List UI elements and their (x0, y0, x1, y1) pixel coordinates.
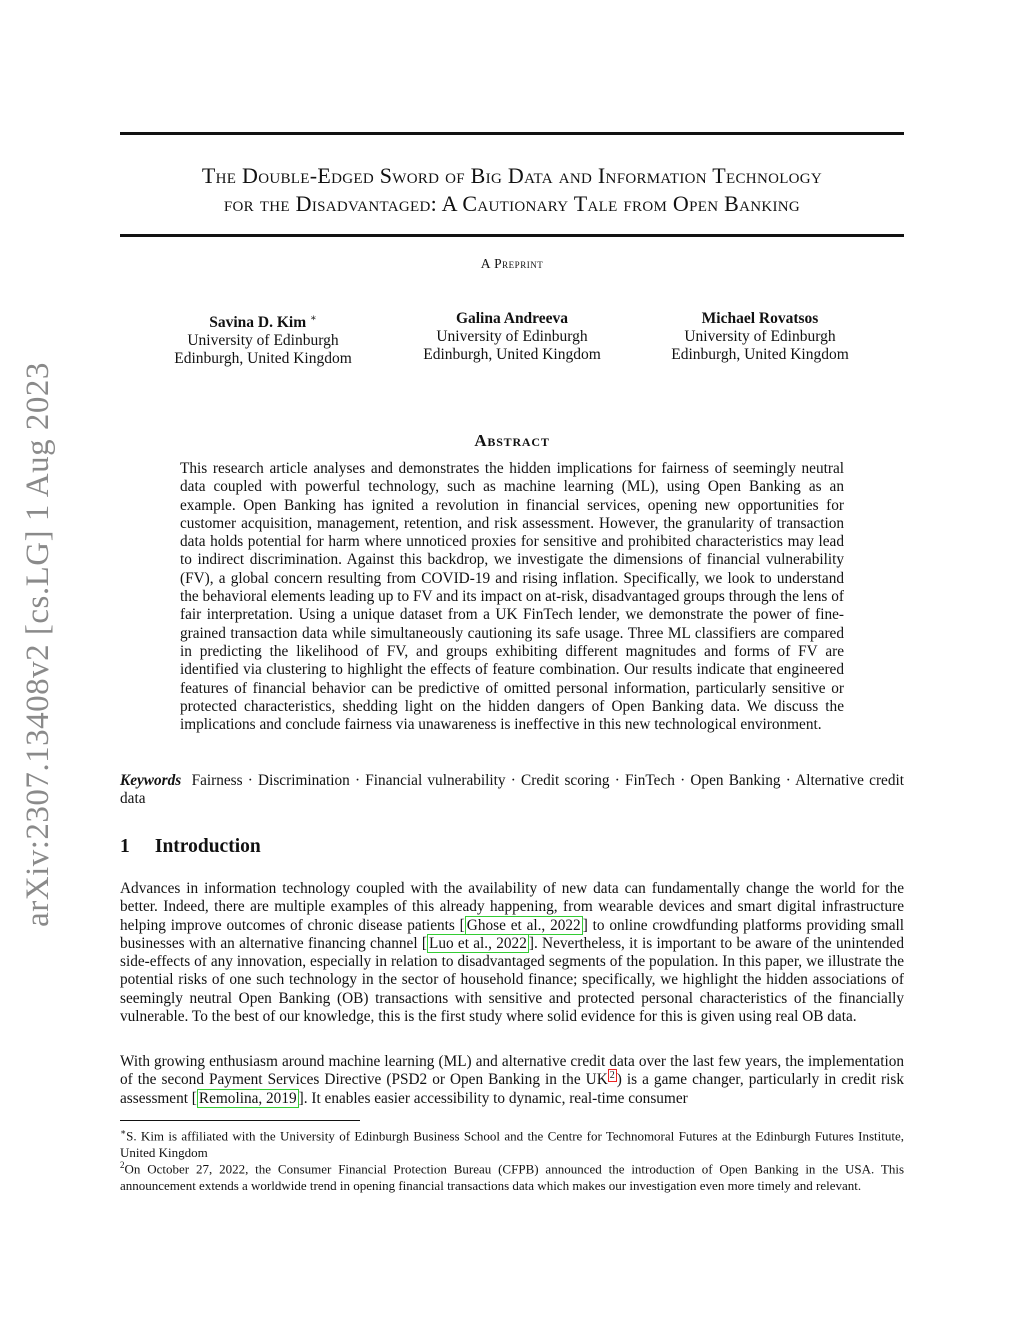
abstract-text: This research article analyses and demonstrates the hidden implications for fairness of seemingly neutral data coupled with powerful technology, such as machine learning (ML), using Open Banking as an example. Open Banking has ignited a revolution in financial services, opening new opportunities for customer acquisition, management, retention, and risk assessment. However, the granularity of transaction data holds potential for harm where unnoticed proxies for sensitive and prohibited characteristics may lead to indirect discrimination. Against this backdrop, we investigate the dimensions of financial vulnerability (FV), a global concern resulting from COVID-19 and rising inflation. Specifically, we look to understand the behavioral elements leading up to FV and its impact on at-risk, disadvantaged groups through the lens of fair interpretation. Using a unique dataset from a UK FinTech lender, we demonstrate the power of fine-grained transaction data while simultaneously cautioning its safe usage. Three ML classifiers are compared in predicting the likelihood of FV, and groups exhibiting different magnitudes and forms of FV are identified via clustering to highlight the effects of feature combination. Our results indicate that engineered features of financial behavior can be predictive of omitted personal information, particularly sensitive or protected characteristics, shedding light on the hidden dangers of Open Banking data. We discuss the implications and conclude fairness via unawareness is ineffective in this new technological environment. (180, 460, 844, 734)
arxiv-sidebar (10, 358, 66, 930)
citation-link[interactable]: Ghose et al., 2022 (466, 916, 581, 934)
paragraph-text: ]. Nevertheless, it is important to be aware of the unintended side-effects of any innovation, especially in relation to disadvantaged segments of the population. In this paper, we illustrate the potential risks of one such technology in the sector of household finance; specifically, we highlight the hidden associations of seemingly neutral Open Banking (OB) transactions with sensitive and protected personal characteristics of the financially vulnerable. To the best of our knowledge, this is the first study where solid evidence for this is given using real OB data. (120, 934, 904, 1026)
preprint-label: A Preprint (480, 256, 544, 271)
section-number: 1 (120, 836, 130, 857)
author-affiliation: University of Edinburgh (684, 328, 836, 345)
footnote-2 (120, 1157, 904, 1194)
paragraph-text: ) is a game changer, particularly in credit risk assessment [ (120, 1071, 904, 1107)
paragraph-text: Advances in information technology coupled with the availability of new data can fundamentally change the world for the better. Indeed, there are multiple examples of this already happening, from wearable devices and smart digital infrastructure helping improve outcomes of chronic disease patients [ (120, 880, 904, 934)
citation-link[interactable]: Luo et al., 2022 (428, 934, 527, 952)
footnote-text: On October 27, 2022, the Consumer Financial Protection Bureau (CFPB) announced the introduction of Open Banking in the USA. This announcement extends a worldwide trend in opening financial transactions data which makes our investigation even more timely and relevant. (120, 1161, 904, 1193)
author-affiliation: University of Edinburgh (436, 328, 588, 345)
paragraph-text: ]. It enables easier accessibility to dynamic, real-time consumer (298, 1089, 688, 1107)
author-footnote-mark: ∗ (309, 313, 317, 324)
author-affiliation: University of Edinburgh (187, 332, 339, 350)
citation-link[interactable]: Remolina, 2019 (198, 1089, 297, 1107)
footnote-mark: ∗ (120, 1127, 127, 1137)
author-location: Edinburgh, United Kingdom (174, 350, 352, 368)
paragraph-text: ] to online crowdfunding platforms providing small businesses with an alternative financing channel [ (120, 916, 904, 952)
intro-paragraph-1 (120, 880, 904, 1026)
footnote-mark: 2 (120, 1160, 125, 1170)
title-bottom-rule (120, 234, 904, 237)
paper-title (120, 162, 904, 218)
author-location: Edinburgh, United Kingdom (423, 346, 601, 363)
keywords (120, 772, 904, 809)
keywords-label: Keywords (120, 772, 182, 789)
title-top-rule (120, 132, 904, 135)
author-3 (645, 310, 875, 364)
author-2 (397, 310, 627, 364)
footnote-1 (120, 1124, 904, 1161)
footnote-rule (120, 1120, 360, 1121)
footnote-link[interactable]: 2 (609, 1070, 615, 1082)
keywords-list: Fairness · Discrimination · Financial vulnerability · Credit scoring · FinTech · Open Banking · Alternative credit data (120, 772, 904, 808)
section-title: Introduction (154, 836, 261, 857)
author-block (120, 310, 904, 370)
arxiv-identifier: arXiv:2307.13408v2 [cs.LG] 1 Aug 2023 (19, 361, 56, 927)
abstract-heading: Abstract (474, 431, 550, 450)
author-name: Michael Rovatsos (701, 310, 819, 327)
intro-paragraph-2 (120, 1053, 904, 1108)
title-line-2: for the Disadvantaged: A Cautionary Tale from Open Banking (223, 191, 801, 216)
author-location: Edinburgh, United Kingdom (671, 346, 849, 363)
author-1 (148, 310, 378, 368)
title-line-1: The Double-Edged Sword of Big Data and Information Technology (201, 163, 823, 188)
author-name: Galina Andreeva (455, 310, 569, 327)
author-name: Savina D. Kim (209, 314, 307, 332)
paragraph-text: With growing enthusiasm around machine learning (ML) and alternative credit data over the last few years, the implementation of the second Payment Services Directive (PSD2 or Open Banking in the UK (120, 1053, 904, 1089)
footnote-text: S. Kim is affiliated with the University of Edinburgh Business School and the Centre for Technomoral Futures at the Edinburgh Futures Institute, United Kingdom (120, 1128, 904, 1160)
section-heading (120, 836, 261, 858)
